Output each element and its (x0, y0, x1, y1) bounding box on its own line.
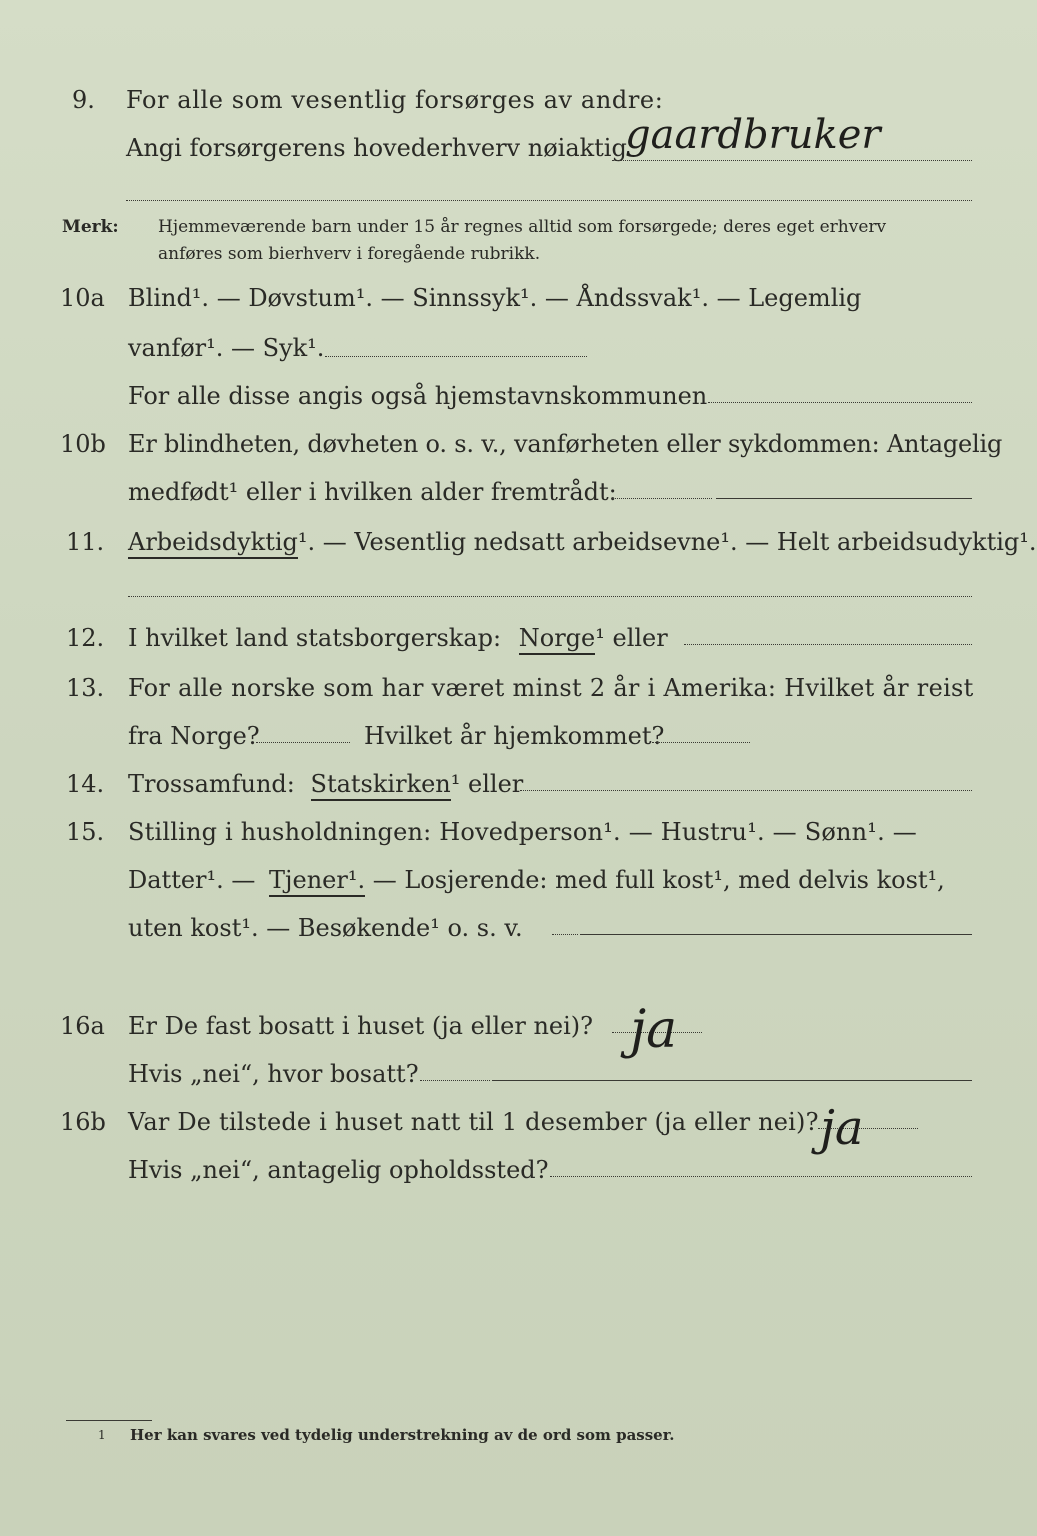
q10a-line3: For alle disse angis også hjemstavnskommunen (128, 382, 708, 410)
q10b-rule (716, 498, 972, 499)
q9-handwritten-answer: gaardbruker (625, 112, 881, 158)
q11-underlined-arbeidsdyktig: Arbeidsdyktig (128, 528, 298, 559)
q15-line2 (128, 866, 945, 894)
q15-line2b: — Losjerende: med full kost¹, med delvis kost¹, (372, 866, 945, 894)
q11-line (128, 528, 1037, 556)
q11-rest: ¹. — Vesentlig nedsatt arbeidsevne¹. — Helt arbeidsudyktig¹. (297, 528, 1037, 556)
q9-dotted-line (612, 160, 972, 161)
q15-number: 15. (66, 818, 105, 846)
footnote-mark: 1 (98, 1428, 106, 1442)
merk-line2: anføres som bierhverv i foregående rubrikk. (158, 244, 541, 264)
q15-dotted-line (552, 934, 578, 935)
q10b-line2: medfødt¹ eller i hvilken alder fremtrådt: (128, 478, 617, 506)
footnote-text: Her kan svares ved tydelig understrekning av de ord som passer. (130, 1426, 675, 1444)
q16a-handwritten-answer: ja (630, 1000, 678, 1060)
q11-number: 11. (66, 528, 105, 556)
q10a-line1: Blind¹. — Døvstum¹. — Sinnssyk¹. — Åndssvak¹. — Legemlig (128, 284, 862, 312)
q12-underlined-norge: Norge (519, 624, 596, 655)
merk-line1: Hjemmeværende barn under 15 år regnes alltid som forsørgede; deres eget erhverv (158, 217, 887, 237)
q10a-dotted-line (708, 402, 972, 403)
q14-post: ¹ eller (450, 770, 524, 798)
q16b-handwritten-answer: ja (820, 1100, 864, 1156)
q12-line (128, 624, 668, 652)
q16b-dotted-line-2 (550, 1176, 972, 1177)
q15-line3: uten kost¹. — Besøkende¹ o. s. v. (128, 914, 523, 942)
q16b-number: 16b (60, 1108, 106, 1136)
q13-line2a: fra Norge? (128, 722, 260, 750)
q15-underlined-tjener: Tjener¹. (269, 866, 365, 897)
q11-dotted-line (128, 596, 972, 597)
q15-rule (580, 934, 972, 935)
footnote-rule (66, 1420, 152, 1421)
q9-line1: For alle som vesentlig forsørges av andre: (126, 86, 664, 114)
q13-line2b: Hvilket år hjemkommet? (364, 722, 665, 750)
q9-number: 9. (72, 86, 95, 114)
q13-dotted-line-b (652, 742, 750, 743)
q10a-line2: vanfør¹. — Syk¹. (128, 334, 325, 362)
q12-number: 12. (66, 624, 105, 652)
q10b-dotted-line (612, 498, 712, 499)
q15-line2a: Datter¹. — (128, 866, 256, 894)
q14-line (128, 770, 523, 798)
q9-extra-line (126, 200, 972, 201)
q14-underlined-statskirken: Statskirken (311, 770, 451, 801)
q16a-dotted-line-2 (420, 1080, 490, 1081)
q12-post: ¹ eller (595, 624, 668, 652)
q10b-line1: Er blindheten, døvheten o. s. v., vanførheten eller sykdommen: Antagelig (128, 430, 1003, 458)
q10a-number: 10a (60, 284, 105, 312)
q16a-line2: Hvis „nei“, hvor bosatt? (128, 1060, 419, 1088)
q14-pre: Trossamfund: (128, 770, 295, 798)
q14-dotted-line (520, 790, 972, 791)
q13-number: 13. (66, 674, 105, 702)
q16a-rule (492, 1080, 972, 1081)
q12-dotted-line (684, 644, 972, 645)
q12-pre: I hvilket land statsborgerskap: (128, 624, 502, 652)
q10b-number: 10b (60, 430, 106, 458)
q16b-line1: Var De tilstede i huset natt til 1 desember (ja eller nei)? (128, 1108, 819, 1136)
q13-line1: For alle norske som har været minst 2 år i Amerika: Hvilket år reist (128, 674, 974, 702)
q16b-line2: Hvis „nei“, antagelig opholdssted? (128, 1156, 549, 1184)
q9-line2: Angi forsørgerens hovederhverv nøiaktig (126, 134, 627, 162)
q13-dotted-line-a (256, 742, 350, 743)
merk-label: Merk: (62, 217, 119, 237)
q16a-number: 16a (60, 1012, 105, 1040)
q10a-syk-dotted-line (325, 356, 587, 357)
q14-number: 14. (66, 770, 105, 798)
q15-line1: Stilling i husholdningen: Hovedperson¹. — Hustru¹. — Sønn¹. — (128, 818, 917, 846)
q16a-line1: Er De fast bosatt i huset (ja eller nei)? (128, 1012, 594, 1040)
